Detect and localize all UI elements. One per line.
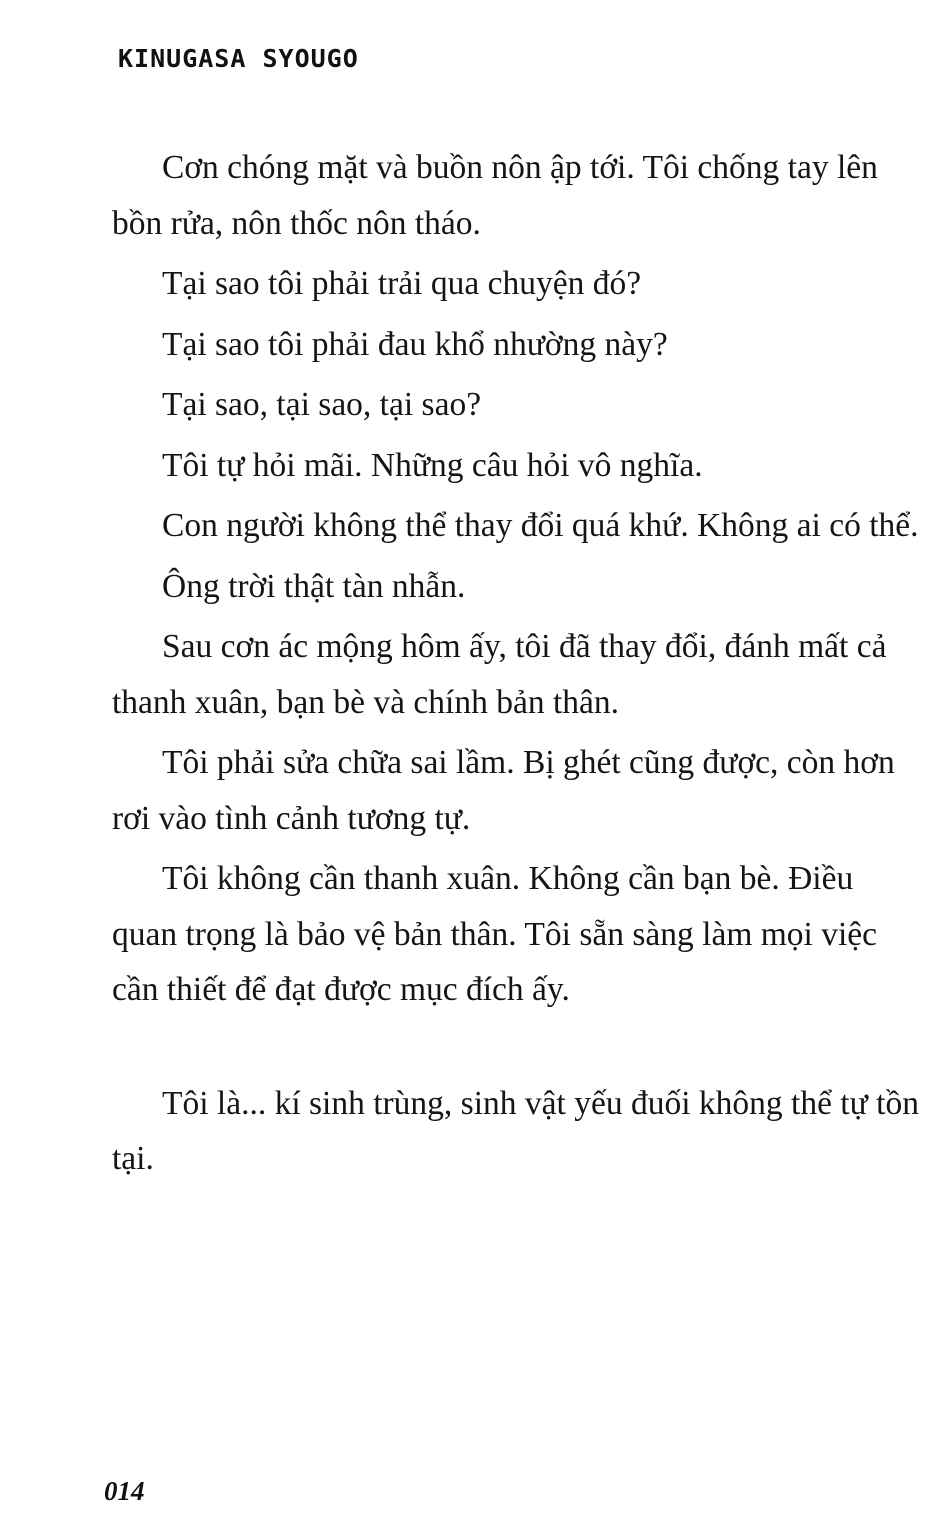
paragraph-8: Sau cơn ác mộng hôm ấy, tôi đã thay đổi, đánh mất cả thanh xuân, bạn bè và chính bản thân. (112, 628, 887, 721)
paragraph-2: Tại sao tôi phải trải qua chuyện đó? (162, 265, 642, 302)
paragraph-6: Con người không thể thay đổi quá khứ. Không ai có thể. (162, 507, 919, 544)
paragraph-5: Tôi tự hỏi mãi. Những câu hỏi vô nghĩa. (162, 446, 703, 484)
paragraph-9: Tôi phải sửa chữa sai lầm. Bị ghét cũng được, còn hơn rơi vào tình cảnh tương tự. (112, 744, 895, 837)
body-text (112, 140, 922, 1192)
paragraph-11: Tôi là... kí sinh trùng, sinh vật yếu đuối không thể tự tồn tại. (112, 1084, 919, 1177)
paragraph-3: Tại sao tôi phải đau khổ nhường này? (162, 325, 668, 363)
paragraph-4: Tại sao, tại sao, tại sao? (162, 386, 482, 423)
running-header-author: KINUGASA SYOUGO (118, 44, 359, 73)
paragraph-10: Tôi không cần thanh xuân. Không cần bạn bè. Điều quan trọng là bảo vệ bản thân. Tôi sẵn sàng làm mọi việc cần thiết để đạt được mục đích ấy. (112, 860, 878, 1008)
page-number: 014 (104, 1476, 145, 1506)
paragraph-7: Ông trời thật tàn nhẫn. (162, 567, 466, 605)
paragraph-1: Cơn chóng mặt và buồn nôn ập tới. Tôi chống tay lên bồn rửa, nôn thốc nôn tháo. (112, 149, 878, 242)
